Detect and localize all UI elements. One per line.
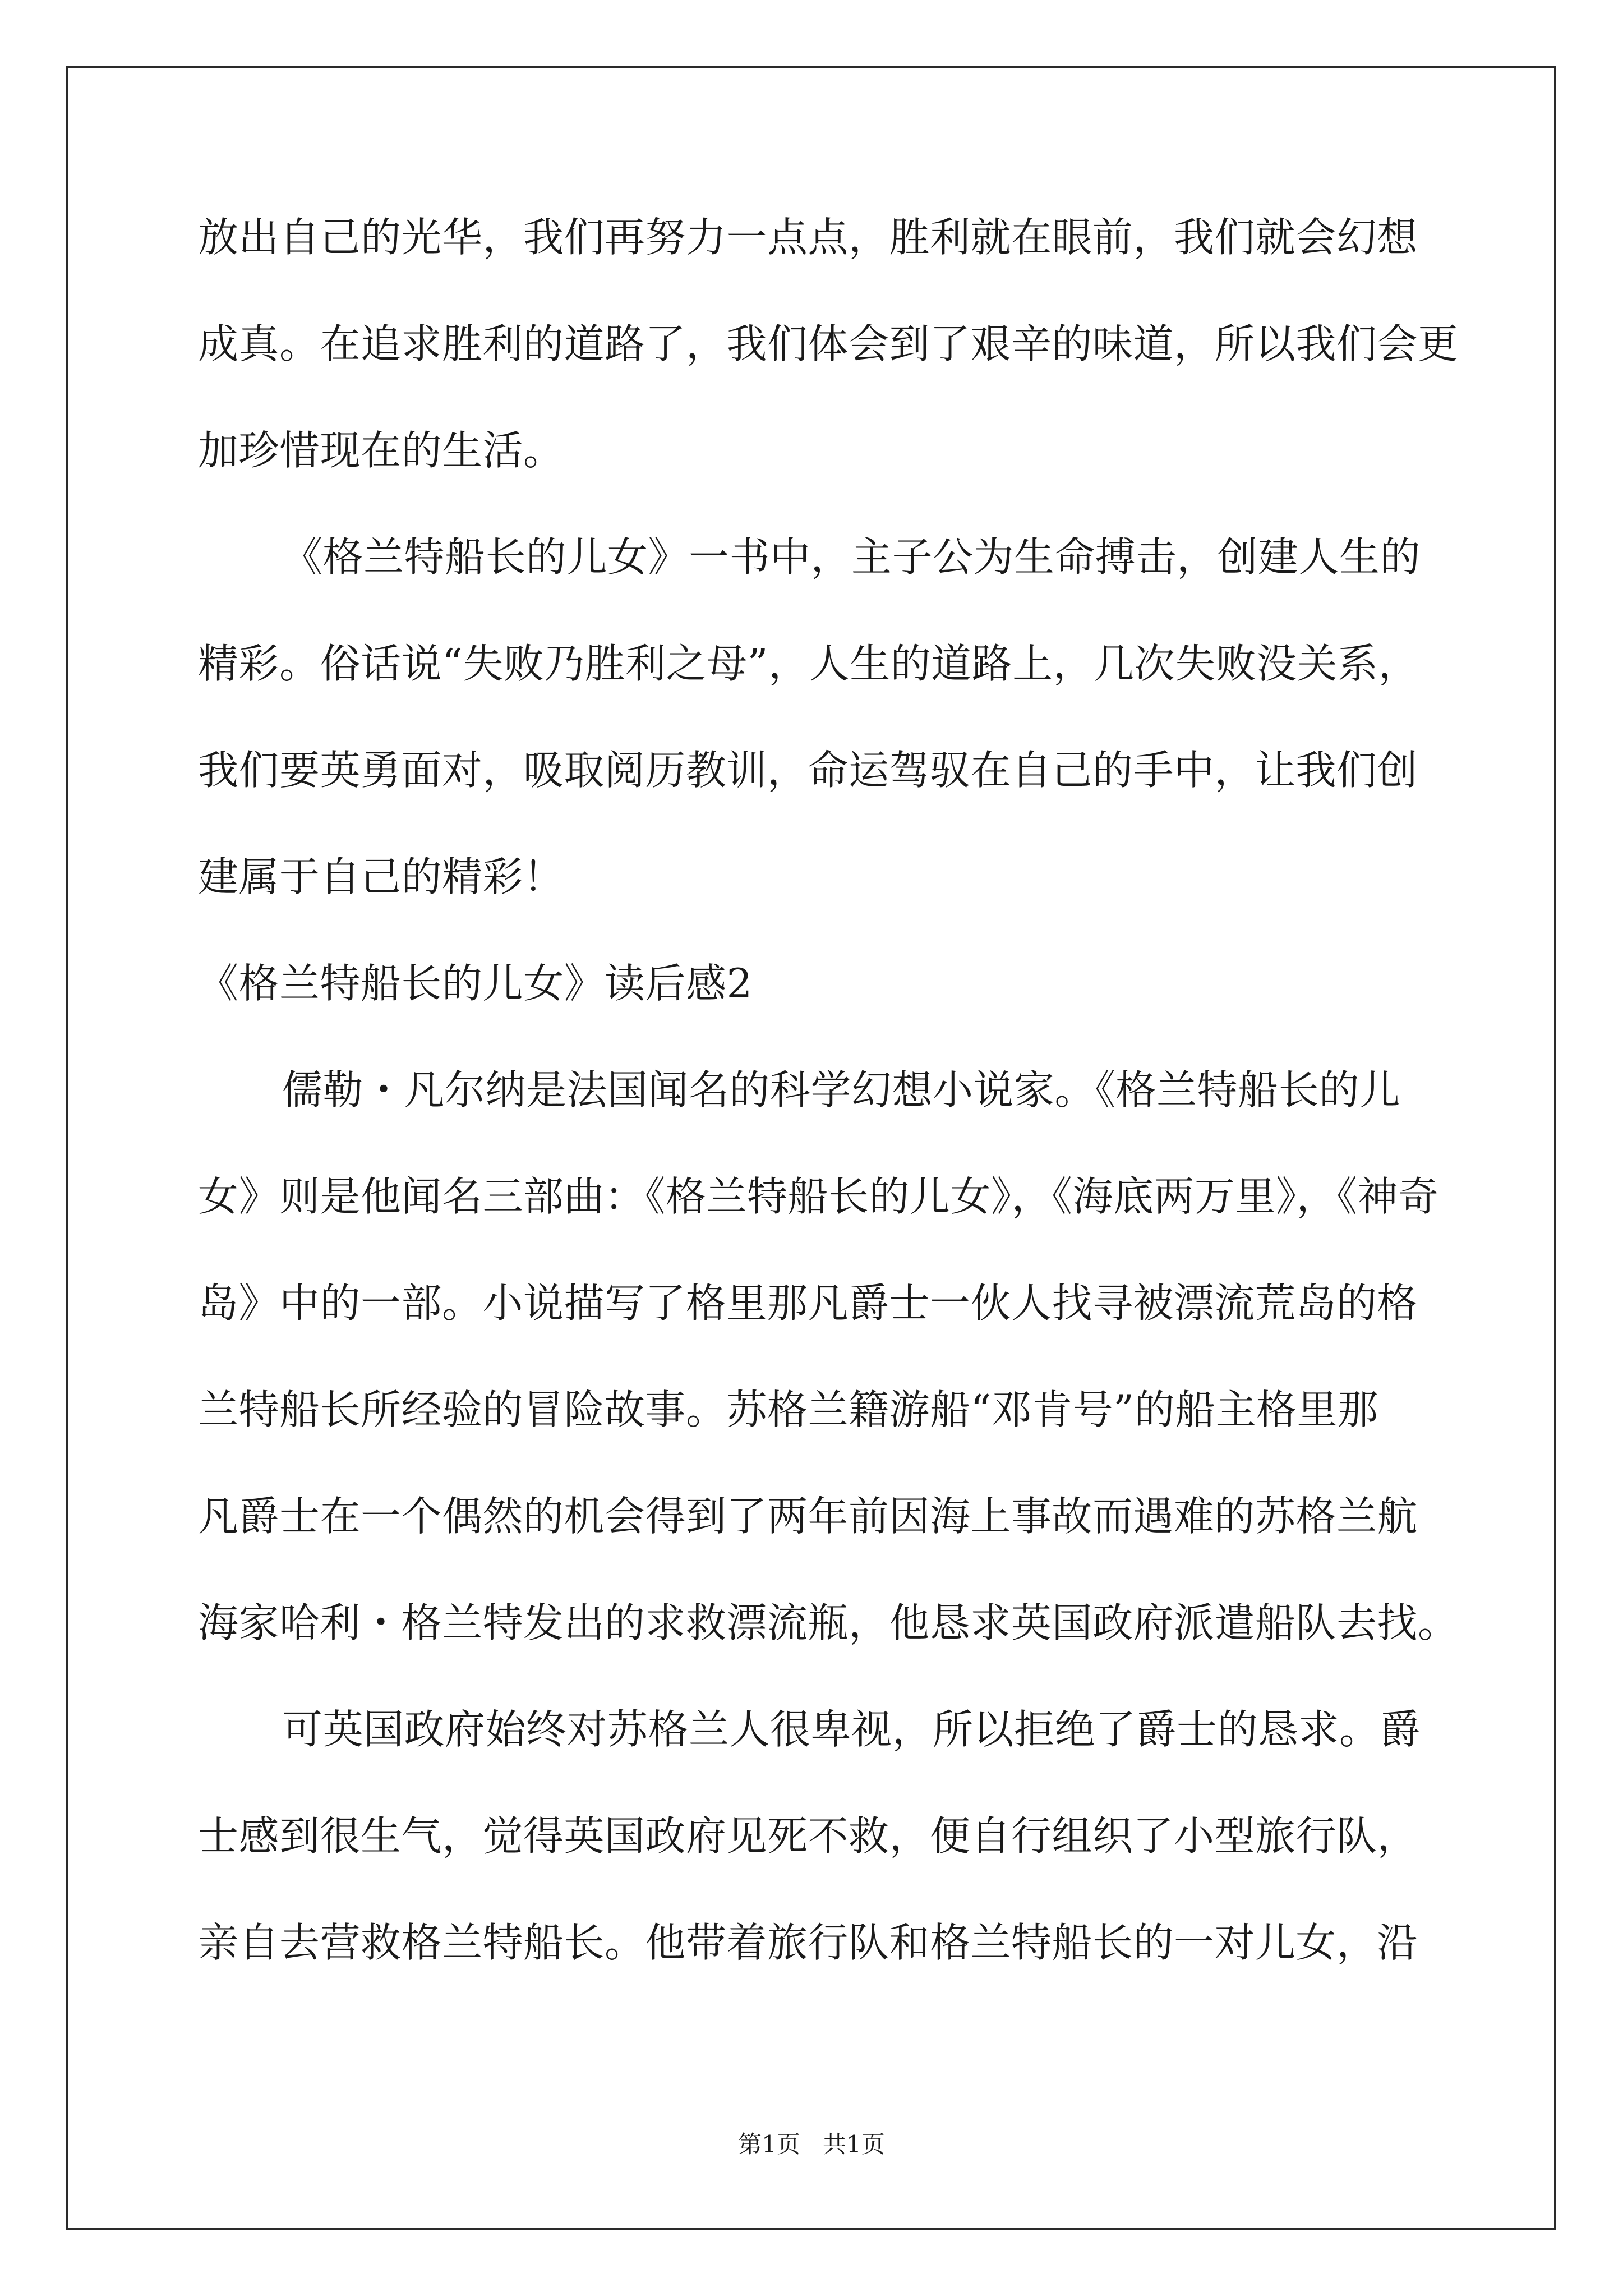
paragraph-start-line: 可英国政府始终对苏格兰人很卑视，所以拒绝了爵士的恳求。爵 bbox=[282, 1706, 1421, 1753]
text-line: 加珍惜现在的生活。 bbox=[198, 427, 564, 474]
text-line: 兰特船长所经验的冒险故事。苏格兰籍游船“邓肯号”的船主格里那 bbox=[198, 1386, 1378, 1433]
paragraph-start-line: 儒勒・凡尔纳是法国闻名的科学幻想小说家。《格兰特船长的儿 bbox=[282, 1066, 1401, 1114]
text-line: 女》则是他闻名三部曲：《格兰特船长的儿女》，《海底两万里》，《神奇 bbox=[198, 1173, 1439, 1220]
text-line: 精彩。俗话说“失败乃胜利之母”，人生的道路上，几次失败没关系， bbox=[198, 640, 1419, 687]
text-line: 岛》中的一部。小说描写了格里那凡爵士一伙人找寻被漂流荒岛的格 bbox=[198, 1280, 1418, 1327]
section-heading: 《格兰特船长的儿女》读后感2 bbox=[198, 960, 753, 1007]
text-line: 我们要英勇面对，吸取阅历教训，命运驾驭在自己的手中，让我们创 bbox=[198, 747, 1418, 794]
text-line: 成真。在追求胜利的道路了，我们体会到了艰辛的味道，所以我们会更 bbox=[198, 320, 1459, 367]
text-line: 亲自去营救格兰特船长。他带着旅行队和格兰特船长的一对儿女，沿 bbox=[198, 1919, 1418, 1966]
text-line: 海家哈利・格兰特发出的求救漂流瓶，他恳求英国政府派遣船队去找。 bbox=[198, 1599, 1459, 1646]
text-line: 士感到很生气，觉得英国政府见死不救，便自行组织了小型旅行队， bbox=[198, 1812, 1418, 1860]
page-number-footer: 第1页 共1页 bbox=[738, 2131, 885, 2158]
text-line: 放出自己的光华，我们再努力一点点，胜利就在眼前，我们就会幻想 bbox=[198, 214, 1418, 261]
paragraph-start-line: 《格兰特船长的儿女》一书中，主子公为生命搏击，创建人生的 bbox=[282, 533, 1421, 581]
document-body bbox=[198, 213, 1459, 2025]
text-line: 建属于自己的精彩！ bbox=[198, 853, 564, 900]
text-line: 凡爵士在一个偶然的机会得到了两年前因海上事故而遇难的苏格兰航 bbox=[198, 1493, 1418, 1540]
